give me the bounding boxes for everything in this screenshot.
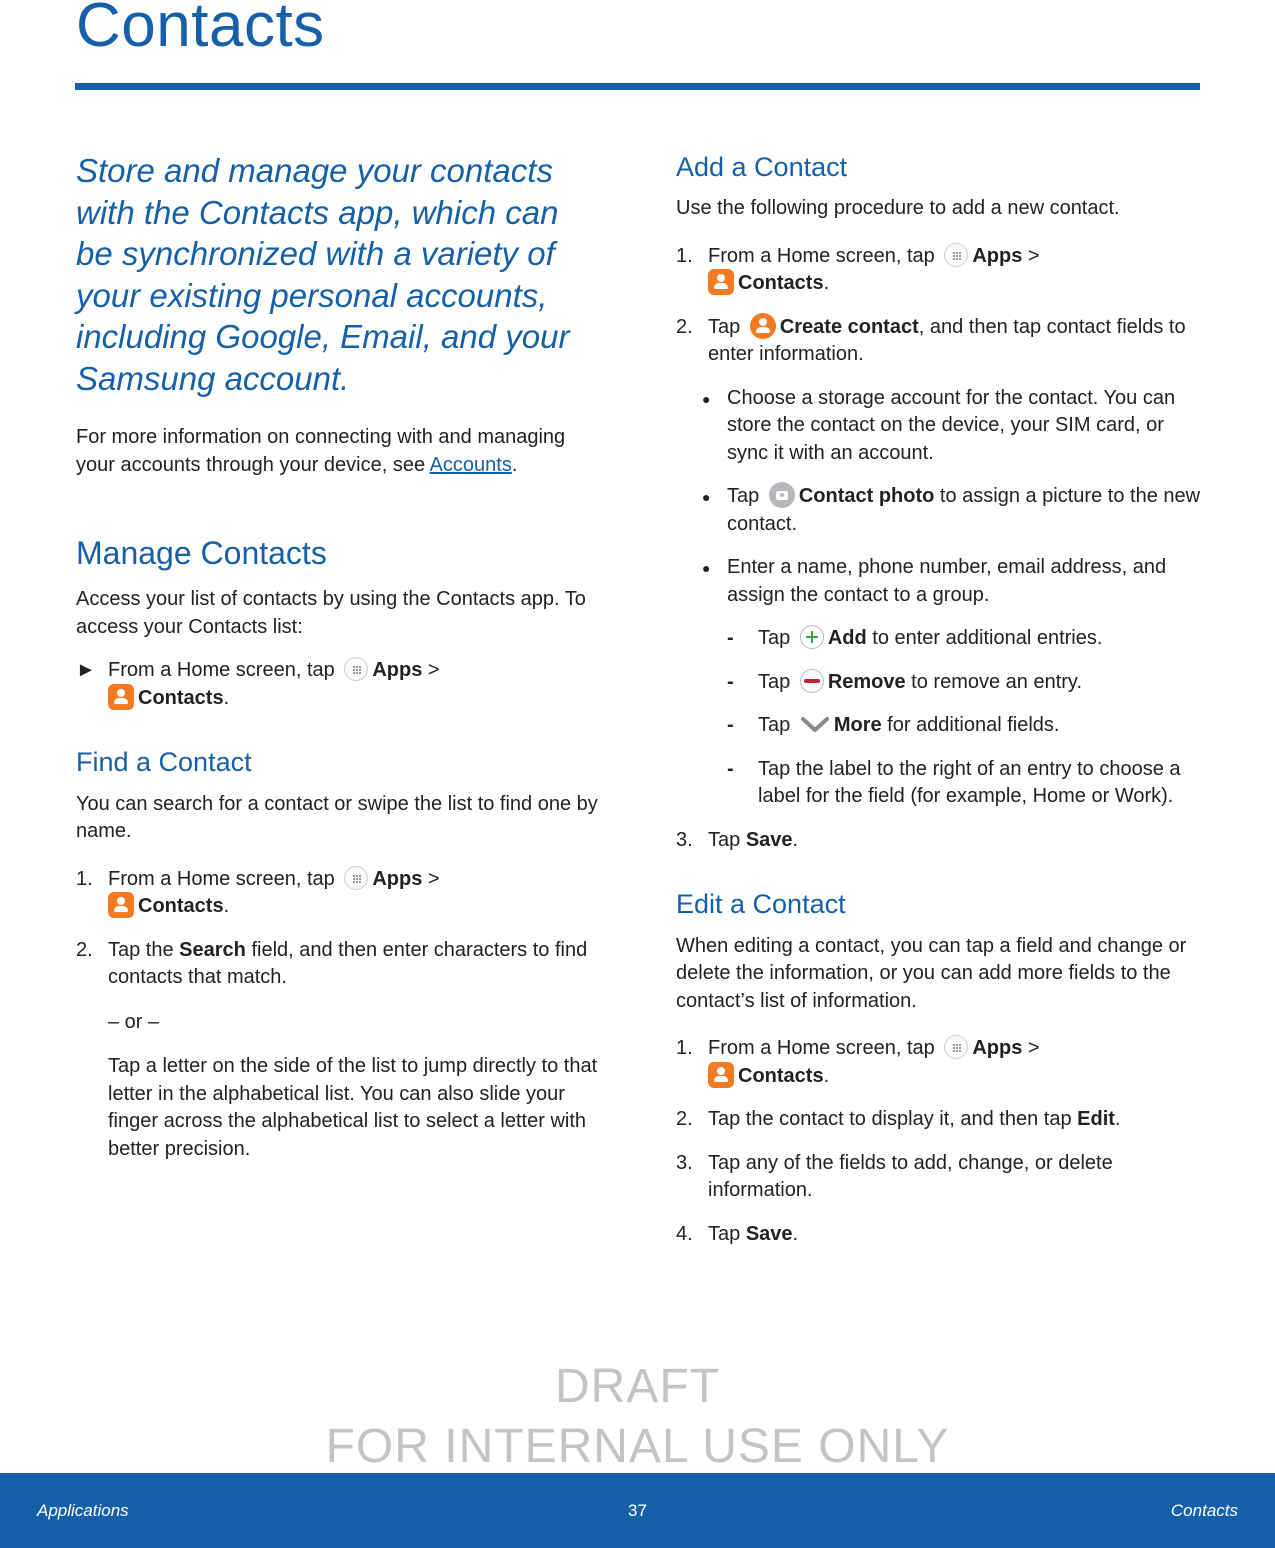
step-number: 3. (676, 1151, 693, 1174)
page-footer (0, 1473, 1275, 1548)
step-text (708, 1221, 1201, 1249)
add-bullet-3 (702, 554, 1201, 609)
step-number: 1. (676, 1037, 693, 1060)
step-suffix: . (1114, 1108, 1121, 1131)
bullet-text: Enter a name, phone number, email address, and assign the contact to a group. (727, 556, 1167, 606)
contacts-icon (108, 892, 134, 918)
dash-text (758, 625, 1102, 653)
step-text (708, 314, 1201, 369)
find-contact-heading: Find a Contact (76, 747, 252, 778)
camera-icon (769, 482, 795, 508)
step-text (708, 1106, 1201, 1134)
separator: > (422, 867, 440, 890)
bullet-marker: ● (702, 560, 711, 577)
more-info-end: . (511, 453, 518, 476)
dash-suffix: to remove an entry. (905, 670, 1083, 693)
step-prefix: Tap the contact to display it, and then tap (708, 1108, 1078, 1131)
step-prefix: From a Home screen, tap (708, 1037, 941, 1060)
edit-step-3 (676, 1150, 1201, 1205)
edit-contact-heading: Edit a Contact (676, 889, 846, 920)
step-number: 2. (676, 315, 693, 338)
edit-contact-body: When editing a contact, you can tap a field and change or delete the information, or you can add more fields to the contact’s list of information. (676, 934, 1187, 1012)
step-number: 1. (76, 867, 93, 890)
page-number: 37 (628, 1501, 647, 1520)
bullet-prefix: Tap (727, 485, 765, 508)
apps-label: Apps (972, 244, 1023, 267)
separator: > (1022, 244, 1040, 267)
save-label: Save (745, 1222, 793, 1245)
step-end: . (223, 686, 230, 709)
add-label: Add (827, 627, 867, 650)
step-prefix: Tap (708, 1222, 746, 1245)
step-number: 4. (676, 1222, 693, 1245)
dash-text: Tap the label to the right of an entry to choose a label for the field (for example, Home or Work). (758, 757, 1181, 808)
add-bullet-1 (702, 385, 1201, 468)
dash-prefix: Tap (758, 627, 796, 650)
add-dash-4 (727, 756, 1201, 811)
contacts-icon (708, 269, 734, 295)
footer-section-label: Applications (37, 1501, 129, 1520)
add-step-1 (676, 243, 1201, 298)
title-rule (75, 83, 1200, 90)
create-contact-label: Create contact (779, 315, 919, 338)
accounts-link[interactable]: Accounts (429, 453, 512, 476)
step-end: . (823, 272, 830, 295)
step-marker: ► (76, 659, 96, 682)
add-bullet-2 (702, 483, 1201, 538)
search-label: Search (179, 938, 246, 961)
right-column (676, 151, 1201, 1248)
step-prefix: Tap the (108, 938, 180, 961)
dash-text (758, 669, 1082, 697)
apps-icon (344, 657, 368, 681)
draft-watermark: DRAFT (555, 1360, 720, 1413)
contacts-icon (108, 684, 134, 710)
dash-text (758, 712, 1060, 740)
contacts-label: Contacts (738, 272, 824, 295)
find-step-1 (76, 866, 601, 921)
step-suffix: , and then tap contact fields to enter information. (708, 315, 1186, 366)
dash-marker: - (727, 757, 734, 780)
remove-label: Remove (827, 670, 906, 693)
apps-label: Apps (372, 659, 423, 682)
bullet-marker: ● (702, 489, 711, 506)
dash-suffix: for additional fields. (881, 714, 1060, 737)
edit-step-2 (676, 1106, 1201, 1134)
manage-contacts-body: Access your list of contacts by using the Contacts app. To access your Contacts list: (76, 588, 586, 638)
step-prefix: Tap (708, 828, 746, 851)
dash-marker: - (727, 714, 734, 737)
step-text (708, 243, 1201, 298)
step-prefix: Tap (708, 315, 746, 338)
internal-use-watermark: FOR INTERNAL USE ONLY (325, 1420, 950, 1473)
step-text (108, 866, 601, 921)
step-suffix: field, and then enter characters to find contacts that match. (108, 938, 588, 989)
edit-step-1 (676, 1035, 1201, 1090)
step-prefix: From a Home screen, tap (108, 867, 341, 890)
apps-icon (944, 243, 968, 267)
step-suffix: . (792, 828, 799, 851)
dash-marker: - (727, 627, 734, 650)
step-end: . (823, 1064, 830, 1087)
step-number: 2. (676, 1108, 693, 1131)
step-number: 1. (676, 244, 693, 267)
bullet-marker: ● (702, 390, 711, 407)
step-number: 2. (76, 938, 93, 961)
separator: > (422, 659, 440, 682)
left-column (76, 150, 601, 1163)
more-info-text: For more information on connecting with and managing your accounts through your device, see (76, 426, 566, 476)
add-dash-2 (727, 669, 1201, 697)
more-info-paragraph (76, 424, 601, 479)
dash-prefix: Tap (758, 670, 796, 693)
contacts-label: Contacts (138, 895, 224, 918)
dash-suffix: to enter additional entries. (866, 627, 1103, 650)
step-text (108, 657, 601, 712)
step-end: . (223, 895, 230, 918)
chevron-down-icon (800, 714, 830, 734)
step-prefix: From a Home screen, tap (108, 659, 341, 682)
step-text (708, 827, 1201, 855)
contacts-label: Contacts (738, 1064, 824, 1087)
create-contact-icon (750, 313, 776, 339)
step-text: Tap any of the fields to add, change, or delete information. (708, 1151, 1113, 1202)
add-contact-body: Use the following procedure to add a new contact. (676, 197, 1120, 220)
apps-icon (944, 1035, 968, 1059)
step-text (708, 1035, 1201, 1090)
dash-prefix: Tap (758, 714, 796, 737)
find-contact-body: You can search for a contact or swipe the list to find one by name. (76, 792, 598, 843)
bullet-text (727, 483, 1201, 538)
page-title: Contacts (76, 0, 325, 60)
edit-step-4 (676, 1221, 1201, 1249)
step-number: 3. (676, 828, 693, 851)
save-label: Save (745, 828, 793, 851)
plus-icon (800, 625, 824, 649)
alternative-text: Tap a letter on the side of the list to jump directly to that letter in the alphabetical list. You can also slide your finger across the alphabetical list to select a letter with better precision. (108, 1055, 598, 1160)
add-contact-heading: Add a Contact (676, 152, 848, 182)
separator: > (1022, 1037, 1040, 1060)
add-dash-3 (727, 712, 1201, 740)
bullet-text: Choose a storage account for the contact. You can store the contact on the device, your SIM card, or sync it with an account. (727, 386, 1176, 464)
apps-label: Apps (972, 1037, 1023, 1060)
intro-text: Store and manage your contacts with the Contacts app, which can be synchronized with a variety of your existing personal accounts, including Google, Email, and your Samsung account. (76, 152, 570, 397)
add-step-3 (676, 827, 1201, 855)
add-dash-1 (727, 625, 1201, 653)
manage-contacts-heading: Manage Contacts (76, 535, 327, 571)
manage-step (76, 657, 601, 712)
step-text (108, 937, 601, 992)
add-step-2 (676, 314, 1201, 369)
contact-photo-label: Contact photo (798, 485, 935, 508)
apps-label: Apps (372, 867, 423, 890)
find-step-2 (76, 937, 601, 992)
edit-label: Edit (1077, 1108, 1115, 1131)
footer-chapter-label: Contacts (1170, 1501, 1238, 1520)
apps-icon (344, 866, 368, 890)
step-prefix: From a Home screen, tap (708, 244, 941, 267)
more-label: More (833, 714, 882, 737)
contacts-icon (708, 1062, 734, 1088)
dash-marker: - (727, 670, 734, 693)
minus-icon (800, 669, 824, 693)
contacts-label: Contacts (138, 686, 224, 709)
or-separator: – or – (108, 1010, 160, 1033)
step-suffix: . (792, 1222, 799, 1245)
bullet-suffix: to assign a picture to the new contact. (727, 485, 1201, 535)
